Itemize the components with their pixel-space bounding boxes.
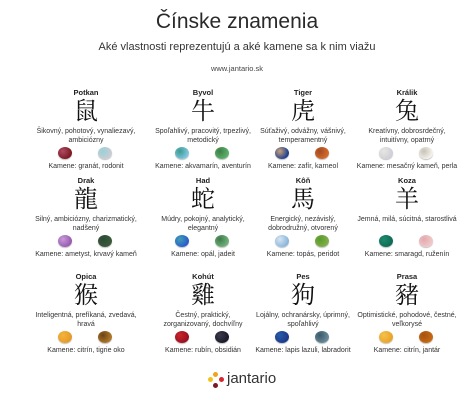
stone-images xyxy=(30,331,142,345)
sign-character: 兔 xyxy=(395,97,419,125)
zodiac-sign-pes xyxy=(247,272,359,360)
sign-stones: Kamene: akvamarín, aventurín xyxy=(155,163,251,170)
gemstone-icon xyxy=(215,235,229,247)
jantario-logo xyxy=(208,368,288,392)
sign-traits: Spoľahlivý, pracovitý, trpezlivý, metodický xyxy=(155,128,251,144)
sign-name: Koza xyxy=(398,176,416,185)
sign-stones: Kamene: granát, rodonit xyxy=(48,163,124,170)
gemstone-icon xyxy=(175,331,189,343)
sign-name: Králik xyxy=(396,88,418,97)
zodiac-sign-kohút xyxy=(147,272,259,360)
sign-traits: Jemná, milá, súcitná, starostlivá xyxy=(357,216,457,223)
sign-stones: Kamene: smaragd, ruženín xyxy=(364,251,450,258)
sign-name: Pes xyxy=(296,272,310,281)
sign-traits: Kreatívny, dobrosrdečný, intuitívny, opatrný xyxy=(368,128,446,144)
gemstone-icon xyxy=(419,331,433,343)
gemstone-icon xyxy=(58,331,72,343)
stone-images xyxy=(147,331,259,345)
sign-name: Potkan xyxy=(73,88,99,97)
stone-images xyxy=(351,147,463,161)
gemstone-icon xyxy=(58,147,72,159)
sign-traits: Múdry, pokojný, analytický, elegantný xyxy=(161,216,245,232)
zodiac-sign-králik xyxy=(351,88,463,176)
sign-traits: Šikovný, pohotový, vynaliezavý, ambiciózny xyxy=(36,128,136,144)
zodiac-sign-koza xyxy=(351,176,463,264)
gemstone-icon xyxy=(275,147,289,159)
sign-character: 鼠 xyxy=(74,97,98,125)
gemstone-icon xyxy=(419,235,433,247)
sign-character: 雞 xyxy=(191,281,215,309)
sign-name: Kohút xyxy=(192,272,214,281)
stone-images xyxy=(30,235,142,249)
zodiac-sign-potkan xyxy=(30,88,142,176)
sign-character: 馬 xyxy=(291,185,315,213)
sign-stones: Kamene: opál, jadeit xyxy=(171,251,235,258)
stone-images xyxy=(247,147,359,161)
logo-text: jantario xyxy=(227,370,277,387)
gemstone-icon xyxy=(419,147,433,159)
sign-traits: Silný, ambiciózny, charizmatický, nadšený xyxy=(35,216,137,232)
zodiac-sign-opica xyxy=(30,272,142,360)
sign-traits: Energický, nezávislý, dobrodružný, otvorený xyxy=(268,216,338,232)
gemstone-icon xyxy=(379,147,393,159)
sign-traits: Optimistické, pohodové, čestné, veľkorysé xyxy=(357,312,457,328)
sign-stones: Kamene: zafír, karneol xyxy=(267,163,339,170)
gemstone-icon xyxy=(315,331,329,343)
stone-images xyxy=(147,147,259,161)
sign-character: 豬 xyxy=(395,281,419,309)
gemstone-icon xyxy=(379,235,393,247)
zodiac-sign-drak xyxy=(30,176,142,264)
gemstone-icon xyxy=(98,147,112,159)
gemstone-icon xyxy=(215,331,229,343)
gemstone-icon xyxy=(98,235,112,247)
sign-name: Opica xyxy=(75,272,97,281)
sign-traits: Lojálny, ochranársky, úprimný, spoľahlivý xyxy=(256,312,350,328)
gemstone-icon xyxy=(315,147,329,159)
gemstone-icon xyxy=(58,235,72,247)
logo-mark-icon xyxy=(208,372,224,388)
gemstone-icon xyxy=(215,147,229,159)
zodiac-sign-prasa xyxy=(351,272,463,360)
stone-images xyxy=(247,331,359,345)
sign-traits: Inteligentná, prefíkaná, zvedavá, hravá xyxy=(35,312,137,328)
sign-stones: Kamene: ametyst, krvavý kameň xyxy=(35,251,137,258)
sign-name: Drak xyxy=(77,176,95,185)
sign-traits: Čestný, praktický, zorganizovaný, dochvíľny xyxy=(163,312,243,328)
stone-images xyxy=(30,147,142,161)
sign-name: Had xyxy=(195,176,211,185)
page-title: Čínske znamenia xyxy=(155,10,319,33)
gemstone-icon xyxy=(175,235,189,247)
zodiac-sign-byvol xyxy=(147,88,259,176)
page-subtitle: Aké vlastnosti reprezentujú a aké kamene sa k nim viažu xyxy=(98,41,376,53)
sign-character: 龍 xyxy=(74,185,98,213)
zodiac-sign-kôň xyxy=(247,176,359,264)
sign-traits: Súťaživý, odvážny, vášnivý, temperamentný xyxy=(260,128,346,144)
zodiac-sign-had xyxy=(147,176,259,264)
gemstone-icon xyxy=(98,331,112,343)
gemstone-icon xyxy=(275,331,289,343)
sign-stones: Kamene: citrín, tigrie oko xyxy=(47,347,125,354)
sign-name: Kôň xyxy=(295,176,311,185)
sign-character: 猴 xyxy=(74,281,98,309)
gemstone-icon xyxy=(175,147,189,159)
sign-character: 羊 xyxy=(395,185,419,213)
website-url: www.jantario.sk xyxy=(210,64,264,73)
sign-character: 狗 xyxy=(291,281,315,309)
sign-stones: Kamene: mesačný kameň, perla xyxy=(356,163,458,170)
sign-character: 虎 xyxy=(291,97,315,125)
sign-character: 蛇 xyxy=(191,185,215,213)
sign-stones: Kamene: lapis lazuli, labradorit xyxy=(255,347,351,354)
sign-stones: Kamene: rubín, obsidián xyxy=(165,347,241,354)
sign-stones: Kamene: citrín, jantár xyxy=(373,347,441,354)
gemstone-icon xyxy=(379,331,393,343)
zodiac-sign-tiger xyxy=(247,88,359,176)
stone-images xyxy=(351,331,463,345)
sign-character: 牛 xyxy=(191,97,215,125)
gemstone-icon xyxy=(275,235,289,247)
stone-images xyxy=(351,235,463,249)
sign-name: Tiger xyxy=(293,88,313,97)
gemstone-icon xyxy=(315,235,329,247)
sign-name: Byvol xyxy=(192,88,214,97)
sign-name: Prasa xyxy=(396,272,418,281)
stone-images xyxy=(247,235,359,249)
stone-images xyxy=(147,235,259,249)
sign-stones: Kamene: topás, peridot xyxy=(266,251,340,258)
